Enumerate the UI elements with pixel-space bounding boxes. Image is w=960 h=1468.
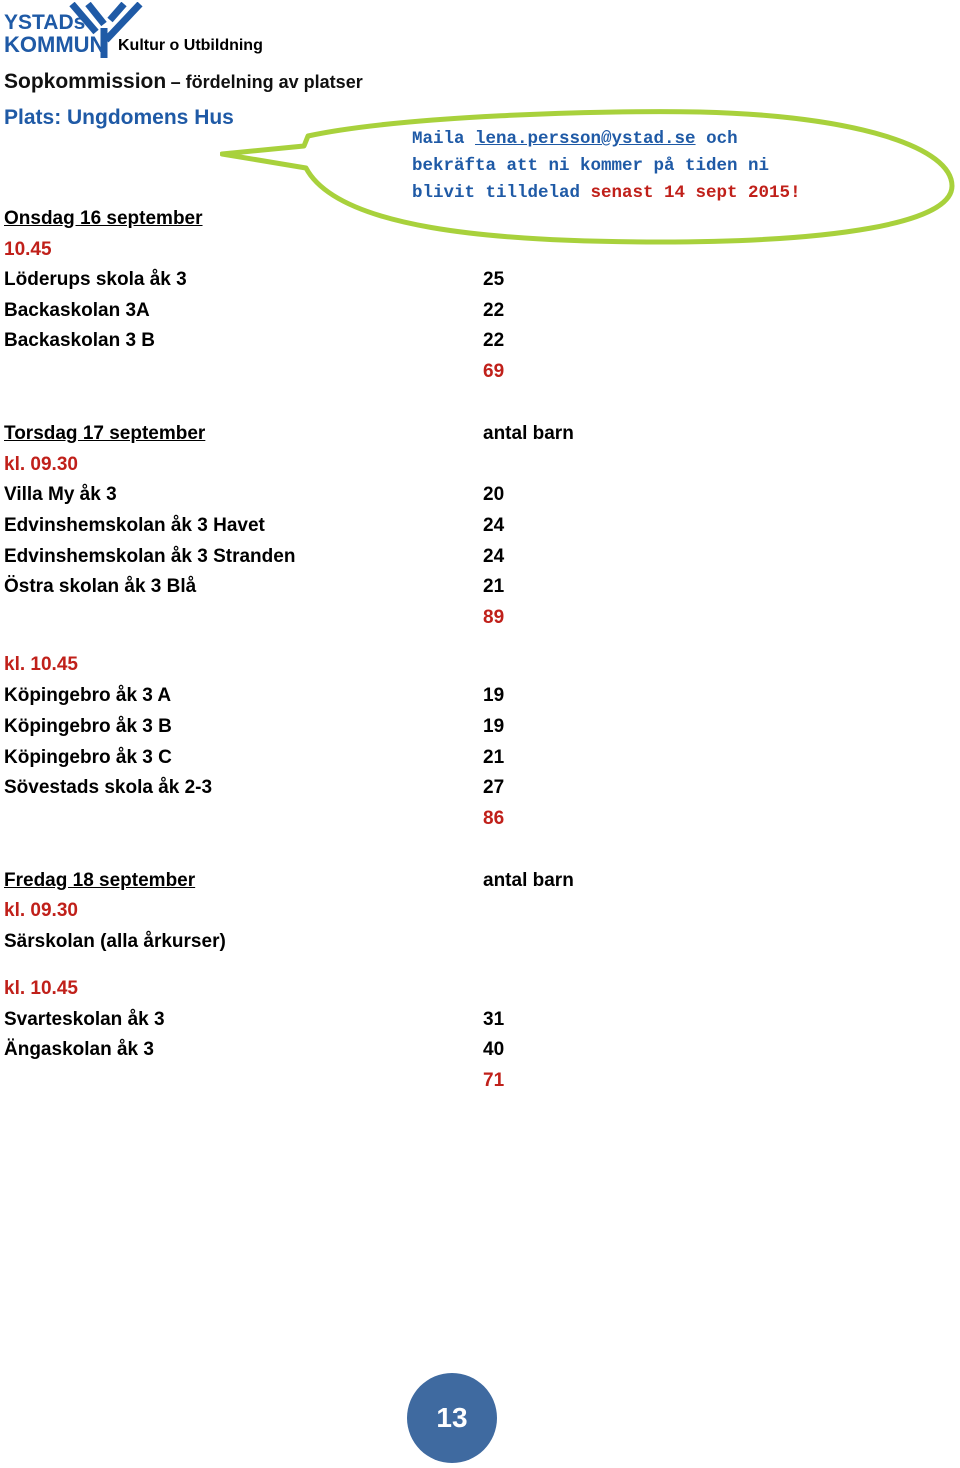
callout-line-1 (412, 126, 801, 153)
list-item: Svarteskolan åk 3 (4, 1009, 165, 1030)
count-value: 24 (483, 515, 505, 536)
time-slot-fri-1: kl. 09.30 (4, 900, 78, 921)
count-value: 21 (483, 576, 505, 597)
count-value: 27 (483, 777, 505, 798)
time-slot-wed: 10.45 (4, 239, 52, 260)
list-item: Köpingebro åk 3 A (4, 685, 172, 706)
page-number: 13 (436, 1402, 468, 1433)
page-number-badge (407, 1373, 497, 1463)
callout-line-3 (412, 180, 801, 207)
list-item: Backaskolan 3 B (4, 330, 156, 351)
callout-line1-suffix: och (695, 129, 738, 149)
list-item: Köpingebro åk 3 B (4, 716, 172, 737)
page-title (4, 70, 363, 94)
list-item: Edvinshemskolan åk 3 Stranden (4, 546, 296, 567)
count-value: 31 (483, 1009, 505, 1030)
count-value: 21 (483, 747, 505, 768)
count-value: 20 (483, 484, 505, 505)
total-value: 86 (483, 808, 505, 829)
total-value: 69 (483, 361, 505, 382)
total-value: 89 (483, 607, 505, 628)
count-value: 19 (483, 685, 505, 706)
column-header-antal-barn: antal barn (483, 423, 574, 444)
page-title-sub: – fördelning av platser (170, 72, 363, 92)
count-value: 19 (483, 716, 505, 737)
logo (4, 2, 269, 60)
column-header-antal-barn: antal barn (483, 870, 574, 891)
total-value: 71 (483, 1070, 505, 1091)
callout-line3-plain: blivit tilldelad (412, 183, 591, 203)
list-item: Köpingebro åk 3 C (4, 747, 172, 768)
count-value: 22 (483, 330, 505, 351)
logo-wordmark-kommun: KOMMUN (4, 32, 106, 57)
day-title-friday: Fredag 18 september (4, 870, 196, 891)
list-item: Edvinshemskolan åk 3 Havet (4, 515, 265, 536)
callout-line-2: bekräfta att ni kommer på tiden ni (412, 156, 770, 176)
callout-deadline: senast 14 sept 2015! (590, 183, 801, 203)
count-value: 24 (483, 546, 505, 567)
list-item: Ängaskolan åk 3 (4, 1039, 154, 1060)
count-value: 40 (483, 1039, 505, 1060)
time-slot-fri-2: kl. 10.45 (4, 978, 78, 999)
count-value: 22 (483, 300, 505, 321)
place-heading: Plats: Ungdomens Hus (4, 106, 234, 129)
list-item: Östra skolan åk 3 Blå (4, 576, 197, 597)
list-item: Särskolan (alla årkurser) (4, 931, 226, 952)
list-item: Villa My åk 3 (4, 484, 117, 505)
logo-wordmark-ystads: YSTADs (4, 11, 86, 34)
time-slot-thu-1: kl. 09.30 (4, 454, 78, 475)
time-slot-thu-2: kl. 10.45 (4, 654, 78, 675)
callout-text (412, 126, 801, 207)
list-item: Löderups skola åk 3 (4, 269, 187, 290)
list-item: Sövestads skola åk 2-3 (4, 777, 213, 798)
day-title-thursday: Torsdag 17 september (4, 423, 206, 444)
logo-tagline: Kultur o Utbildning (118, 37, 263, 54)
day-title-wednesday: Onsdag 16 september (4, 208, 203, 229)
list-item: Backaskolan 3A (4, 300, 150, 321)
count-value: 25 (483, 269, 505, 290)
callout-prefix: Maila (412, 129, 476, 149)
page-title-main: Sopkommission (4, 70, 167, 93)
callout-email-link[interactable]: lena.persson@ystad.se (475, 129, 696, 149)
